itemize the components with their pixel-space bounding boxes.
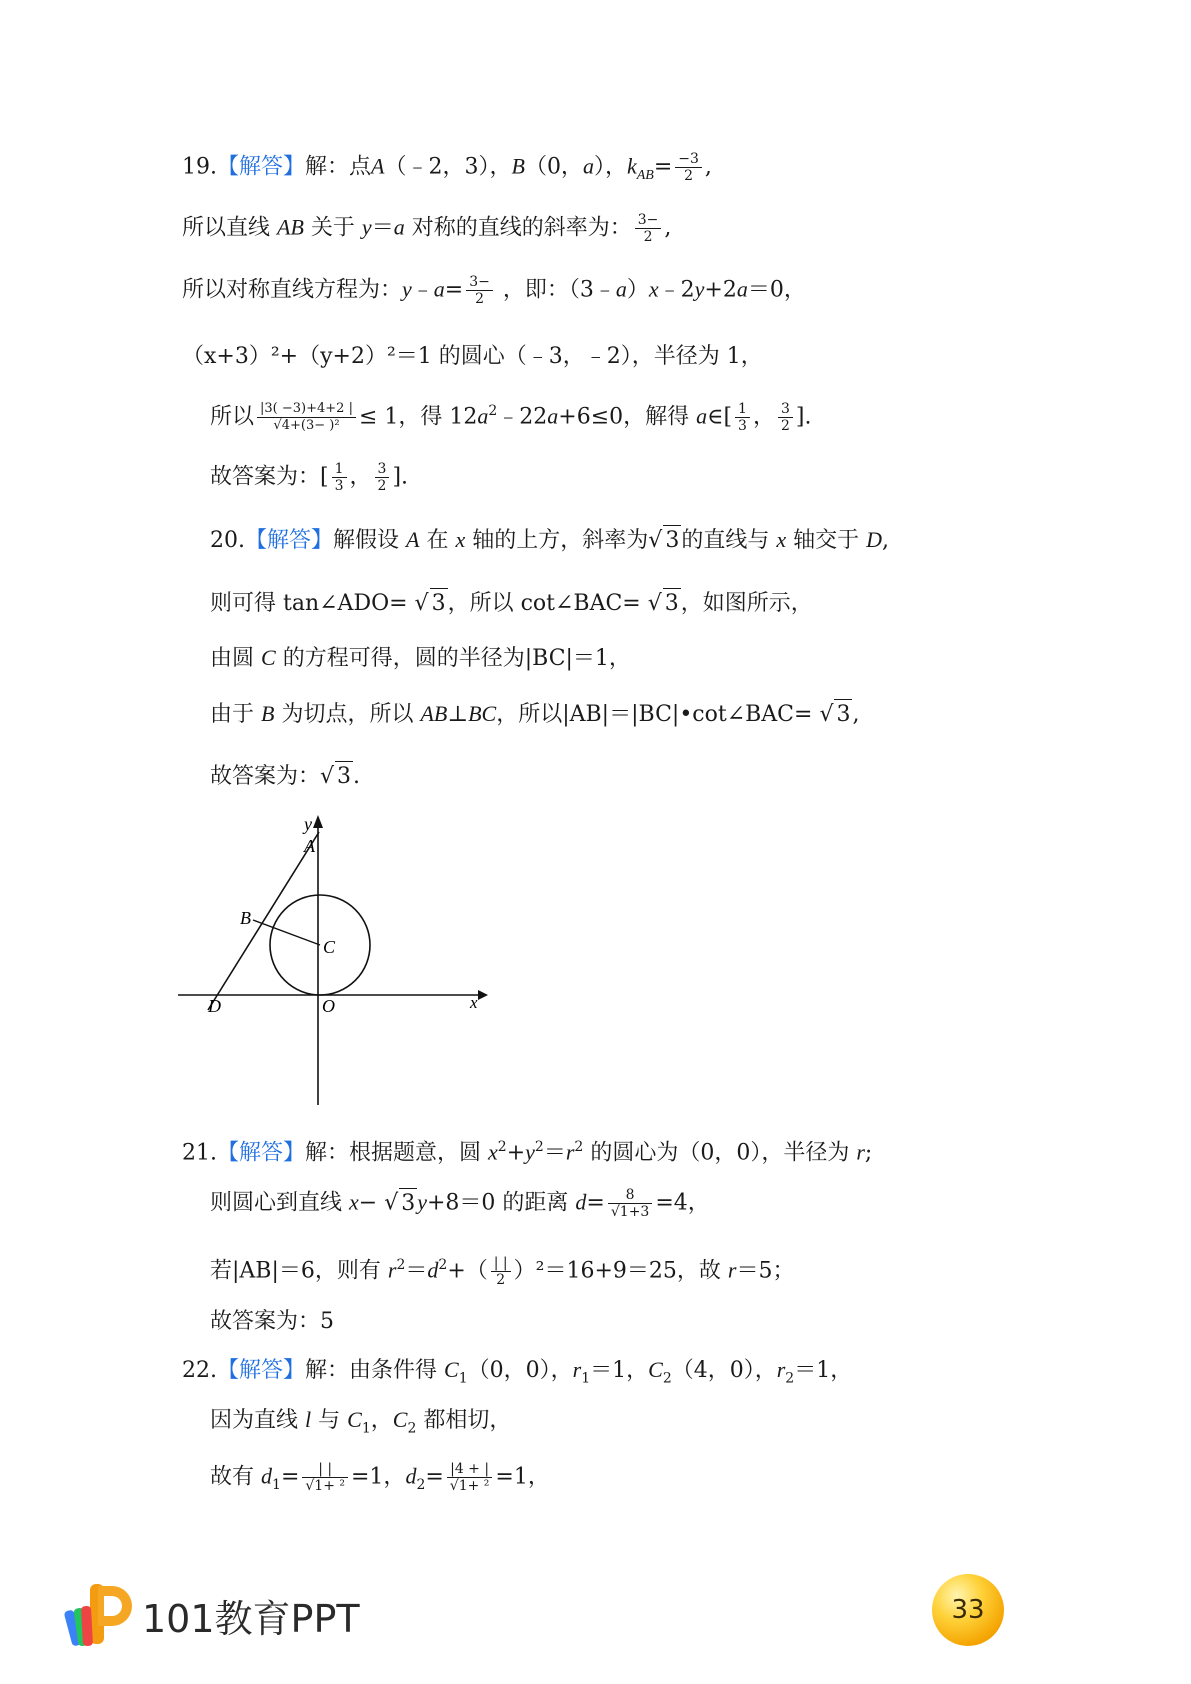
fraction-num: 1: [332, 461, 347, 478]
label-x: x: [470, 993, 478, 1012]
text: 3: [663, 588, 681, 619]
fraction: [675, 151, 702, 184]
q22-line-3: 故有 $d_1=$ $\frac{| |}{\text{√1+ ²}}$ =1，$d_2=$ $\frac{|4 + |}{\text{√1+ ²}}$ =1，: [210, 1461, 550, 1494]
fraction-num: −3: [675, 151, 702, 168]
label-b: B: [240, 908, 251, 928]
fraction-num: 3−: [466, 274, 493, 291]
fraction-den: 2: [475, 291, 485, 307]
fraction-den: 3: [738, 417, 747, 434]
q22-number: 22.: [182, 1358, 217, 1383]
q21-answer: 故答案为：5: [210, 1309, 334, 1334]
q20-line-4: 由于 B 为切点，所以 AB⊥BC，所以|AB|＝|BC|•cot∠BAC= √ 3,: [210, 699, 859, 730]
q21-number: 21.: [182, 1140, 217, 1166]
q19-line-1: 19.【解答】解：点A（﹣2，3），B（0，a），$k_{AB}=$ $\frac{-3}{2}$ ,: [182, 151, 712, 184]
fraction-den: √4+(3− )²: [273, 417, 340, 433]
fraction-den: √1+3: [610, 1204, 650, 1220]
text: 3: [430, 588, 448, 619]
fraction-den: 2: [496, 1271, 506, 1288]
text: ）: [626, 277, 649, 303]
label-d: D: [208, 996, 221, 1016]
q20-line-1: 20.【解答】解假设 A 在 x 轴的上方，斜率为√ 3的直线与 x 轴交于 D,: [210, 525, 889, 556]
text: （0，: [524, 154, 583, 180]
text: ﹣22: [497, 404, 548, 430]
q21-label: 【解答】: [217, 1140, 306, 1166]
text: ≤ 1，得 12: [358, 404, 478, 430]
text: 3: [834, 699, 852, 730]
text: ＝5；: [736, 1258, 795, 1284]
text: 解：根据题意，圆: [305, 1140, 482, 1166]
text: 解：由条件得: [305, 1358, 438, 1383]
fraction: [447, 1461, 493, 1494]
q20-number: 20.: [210, 528, 245, 553]
q19-line-4: （x+3）²+（y+2）²＝1 的圆心（﹣3，﹣2），半径为 1，: [182, 344, 763, 369]
text: 故有: [210, 1464, 255, 1490]
text: +8＝0 的距离: [427, 1190, 569, 1216]
text: ﹣2: [658, 277, 695, 303]
text: 则圆心到直线: [210, 1190, 343, 1216]
text: 若|AB|＝6，则有: [210, 1258, 381, 1284]
text: ，如图所示，: [680, 591, 813, 616]
q22-line-1: 22.【解答】解：由条件得 $C_1(0$，0），$r_1=1$，$C_2(4$，0），$r_2=1$，: [182, 1357, 853, 1387]
text: +2: [704, 277, 737, 303]
text: 与: [318, 1408, 341, 1433]
fraction-num: |4 + |: [447, 1461, 493, 1478]
q20-line-3: 由圆 C 的方程可得，圆的半径为|BC|＝1，: [210, 645, 631, 671]
text: 都相切，: [423, 1408, 512, 1433]
fraction-num: 3: [375, 461, 390, 478]
text: ＝1，: [590, 1358, 649, 1383]
text: =1，: [495, 1464, 550, 1490]
text: 关于: [310, 215, 355, 241]
brand-name: 101教育PPT: [142, 1597, 360, 1641]
label-a: A: [304, 836, 315, 856]
brand-logo-icon: [62, 1580, 134, 1652]
fraction: [257, 401, 356, 434]
text: ].: [795, 404, 812, 430]
text: 由圆: [210, 646, 255, 671]
fraction-den: 2: [377, 478, 387, 494]
text: 的圆心为（0，0），半径为: [590, 1140, 850, 1166]
fraction: [302, 1461, 348, 1494]
label-y: y: [304, 814, 312, 834]
text: +6≤0，解得: [558, 404, 690, 430]
x-axis-arrow-icon: [478, 990, 488, 1000]
text: ，所以 cot∠BAC=: [447, 591, 641, 616]
q19-line-5: 所以 $\frac{|3( -3)+4+2 |}{\text{√4+(3− )²}}$ ≤ 1，得 $12a^2﹣22a+6\le 0$，解得 a∈[ $\frac{1}{3}$ ， $\frac{3}{2}$ ].: [210, 400, 812, 434]
text: ＝0，: [747, 277, 806, 303]
text: （4，0），: [671, 1358, 777, 1383]
text: 故答案为：[: [210, 464, 329, 490]
text: 4+(3− )²: [281, 417, 340, 433]
text: 为切点，所以: [281, 702, 414, 727]
fraction: [635, 212, 662, 245]
q21-line-1: 21.【解答】解：根据题意，圆 $x^2+y^2=r^2$ 的圆心为（0，0），半径为 r;: [182, 1139, 873, 1166]
text: ﹣: [411, 277, 434, 303]
text: 故答案为：: [210, 764, 321, 789]
fraction: [735, 401, 750, 434]
fraction-den: 2: [780, 417, 790, 434]
q19-number: 19.: [182, 154, 217, 180]
fraction-num: | |: [302, 1461, 348, 1478]
page-number-badge: [932, 1574, 1004, 1646]
fraction-num: 3: [778, 401, 793, 418]
text: 轴交于: [793, 528, 860, 553]
text: ，即：（3﹣: [502, 277, 616, 303]
q21-line-2: 则圆心到直线 x− √ 3y+8＝0 的距离 d= $\frac{8}{√1+3}$ =4，: [210, 1187, 710, 1220]
label-c: C: [323, 937, 336, 957]
text: 因为直线: [210, 1408, 299, 1433]
text: =: [444, 277, 464, 303]
text: 解假设: [333, 528, 400, 553]
label-o: O: [322, 996, 335, 1016]
fraction-den: 2: [643, 229, 653, 245]
text: 在: [426, 528, 449, 553]
text: 所以直线: [182, 215, 271, 241]
text: 的直线与: [681, 528, 770, 553]
text: 解：点: [305, 154, 372, 180]
q19-line-2: 所以直线 AB 关于 y＝a 对称的直线的斜率为： $\frac{3-}{2}$ ,: [182, 212, 672, 245]
fraction: [375, 461, 390, 494]
q19-line-3: 所以对称直线方程为：y﹣a= $\frac{3-}{2}$ ，即：（3﹣a）x﹣2y+2a＝0，: [182, 274, 806, 307]
fraction-den: √1+ ²: [449, 1478, 490, 1494]
geometry-figure: [178, 800, 488, 1110]
text: =4，: [655, 1190, 710, 1216]
q22-label: 【解答】: [217, 1358, 306, 1383]
fraction: [466, 274, 493, 307]
text: ，所以|AB|＝|BC|•cot∠BAC=: [496, 702, 813, 727]
y-axis-arrow-icon: [313, 815, 323, 828]
fraction-num: | |: [491, 1255, 511, 1272]
fraction: [778, 401, 793, 434]
radius-bc: [253, 920, 320, 945]
fraction: [332, 461, 347, 494]
q20-line-2: 则可得 tan∠ADO= √ 3，所以 cot∠BAC= √ 3，如图所示，: [210, 588, 813, 619]
q20-label: 【解答】: [245, 528, 334, 553]
text: ＝: [371, 215, 394, 241]
text: ）²＝16+9＝25，故: [513, 1258, 721, 1284]
q21-line-3: 若|AB|＝6，则有 $r^2=d^2+$（ $\frac{| |}{2}$ ）²＝16+9＝25，故 r＝5；: [210, 1254, 795, 1288]
tangent-line: [208, 832, 319, 1010]
q19-answer: 故答案为：[ $\frac{1}{3}$ ， $\frac{3}{2}$ ].: [210, 461, 409, 494]
text: 3: [335, 761, 353, 792]
text: 所以: [210, 404, 255, 430]
text: 由于: [210, 702, 255, 727]
text: 3: [663, 525, 681, 556]
text: 对称的直线的斜率为：: [411, 215, 632, 241]
fraction: [491, 1255, 511, 1288]
fraction-num: 3−: [635, 212, 662, 229]
fraction-den: √1+ ²: [305, 1478, 345, 1494]
fraction-num: 8: [608, 1187, 652, 1204]
fraction-den: 3: [334, 478, 344, 494]
q20-answer: 故答案为：√ 3.: [210, 761, 360, 792]
fraction: [608, 1187, 652, 1220]
fraction-den: 2: [684, 168, 694, 184]
text: 轴的上方，斜率为: [472, 528, 649, 553]
text: （﹣2，3），: [384, 154, 512, 180]
text: 所以对称直线方程为：: [182, 277, 403, 303]
text: 的方程可得，圆的半径为|BC|＝1，: [282, 646, 631, 671]
text: ].: [392, 464, 409, 490]
text: ＝1，: [794, 1358, 853, 1383]
text: （0，0），: [467, 1358, 573, 1383]
q19-label: 【解答】: [217, 154, 306, 180]
text: =1，: [351, 1464, 406, 1490]
q22-line-2: 因为直线 l 与 $C_1$，$C_2$ 都相切，: [210, 1407, 512, 1437]
fraction-num: 1: [735, 401, 750, 418]
fraction-num: |3( −3)+4+2 |: [257, 401, 356, 418]
page-number: 33: [951, 1595, 985, 1625]
text: ），: [593, 154, 627, 180]
text: ∈[: [707, 404, 733, 430]
text: 则可得 tan∠ADO=: [210, 591, 408, 616]
text: =: [653, 154, 673, 180]
